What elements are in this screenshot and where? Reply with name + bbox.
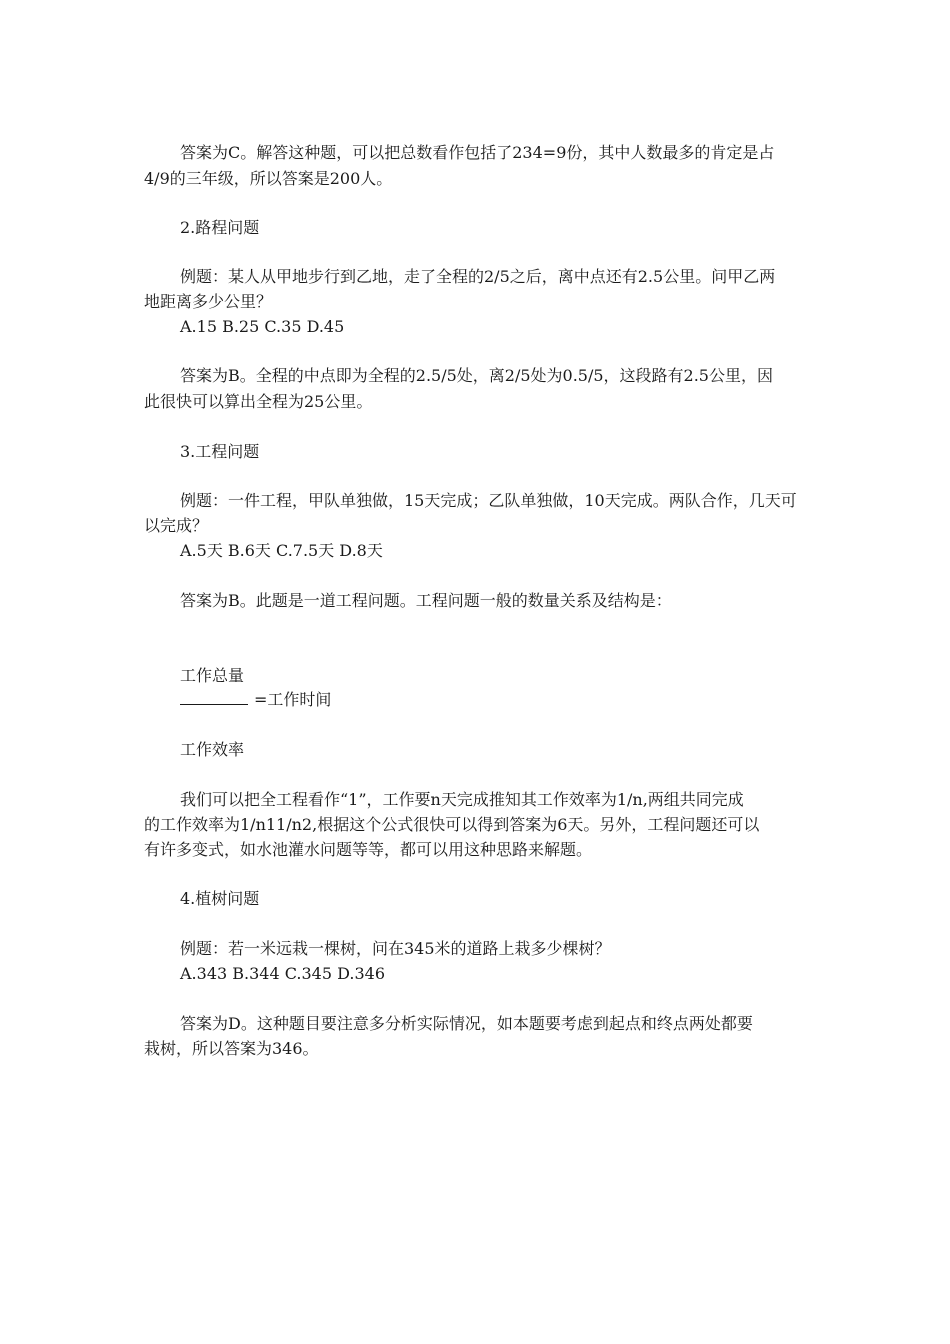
answer-4-line-1: 答案为D。这种题目要注意多分析实际情况，如本题要考虑到起点和终点两处都要 (180, 1014, 753, 1033)
answer-1-line-1: 答案为C。解答这种题，可以把总数看作包括了234=9份，其中人数最多的肯定是占 (180, 143, 775, 162)
answer-2-line-2: 此很快可以算出全程为25公里。 (144, 392, 373, 411)
section-heading-tree: 4.植树问题 (180, 889, 260, 908)
formula-result: =工作时间 (254, 690, 332, 709)
section-heading-distance: 2.路程问题 (180, 218, 260, 237)
formula-denominator: 工作效率 (180, 740, 245, 759)
example-4-options: A.343 B.344 C.345 D.346 (180, 964, 385, 983)
example-3-line-1: 例题：一件工程，甲队单独做，15天完成；乙队单独做，10天完成。两队合作，几天可 (180, 491, 797, 510)
explanation-line-3: 有许多变式，如水池灌水问题等等，都可以用这种思路来解题。 (144, 840, 593, 859)
formula-numerator: 工作总量 (180, 666, 245, 685)
answer-4-line-2: 栽树，所以答案为346。 (144, 1039, 319, 1058)
answer-1-line-2: 4/9的三年级，所以答案是200人。 (144, 169, 393, 188)
example-2-options: A.15 B.25 C.35 D.45 (180, 317, 345, 336)
formula-fraction-line (180, 688, 844, 712)
example-3-options: A.5天 B.6天 C.7.5天 D.8天 (180, 541, 383, 560)
example-2-line-1: 例题：某人从甲地步行到乙地，走了全程的2/5之后，离中点还有2.5公里。问甲乙两 (180, 267, 776, 286)
fraction-bar (180, 688, 248, 705)
example-3-line-2: 以完成？ (144, 516, 209, 535)
answer-2-line-1: 答案为B。全程的中点即为全程的2.5/5处，离2/5处为0.5/5，这段路有2.5公里，因 (180, 366, 773, 385)
example-2-line-2: 地距离多少公里？ (144, 292, 273, 311)
example-4-line-1: 例题：若一米远栽一棵树，问在345米的道路上栽多少棵树？ (180, 939, 611, 958)
section-heading-work: 3.工程问题 (180, 442, 260, 461)
explanation-line-2: 的工作效率为1/n11/n2,根据这个公式很快可以得到答案为6天。另外，工程问题还可以 (144, 815, 760, 834)
explanation-line-1: 我们可以把全工程看作“1”，工作要n天完成推知其工作效率为1/n,两组共同完成 (180, 790, 744, 809)
answer-3-line-1: 答案为B。此题是一道工程问题。工程问题一般的数量关系及结构是： (180, 591, 672, 610)
